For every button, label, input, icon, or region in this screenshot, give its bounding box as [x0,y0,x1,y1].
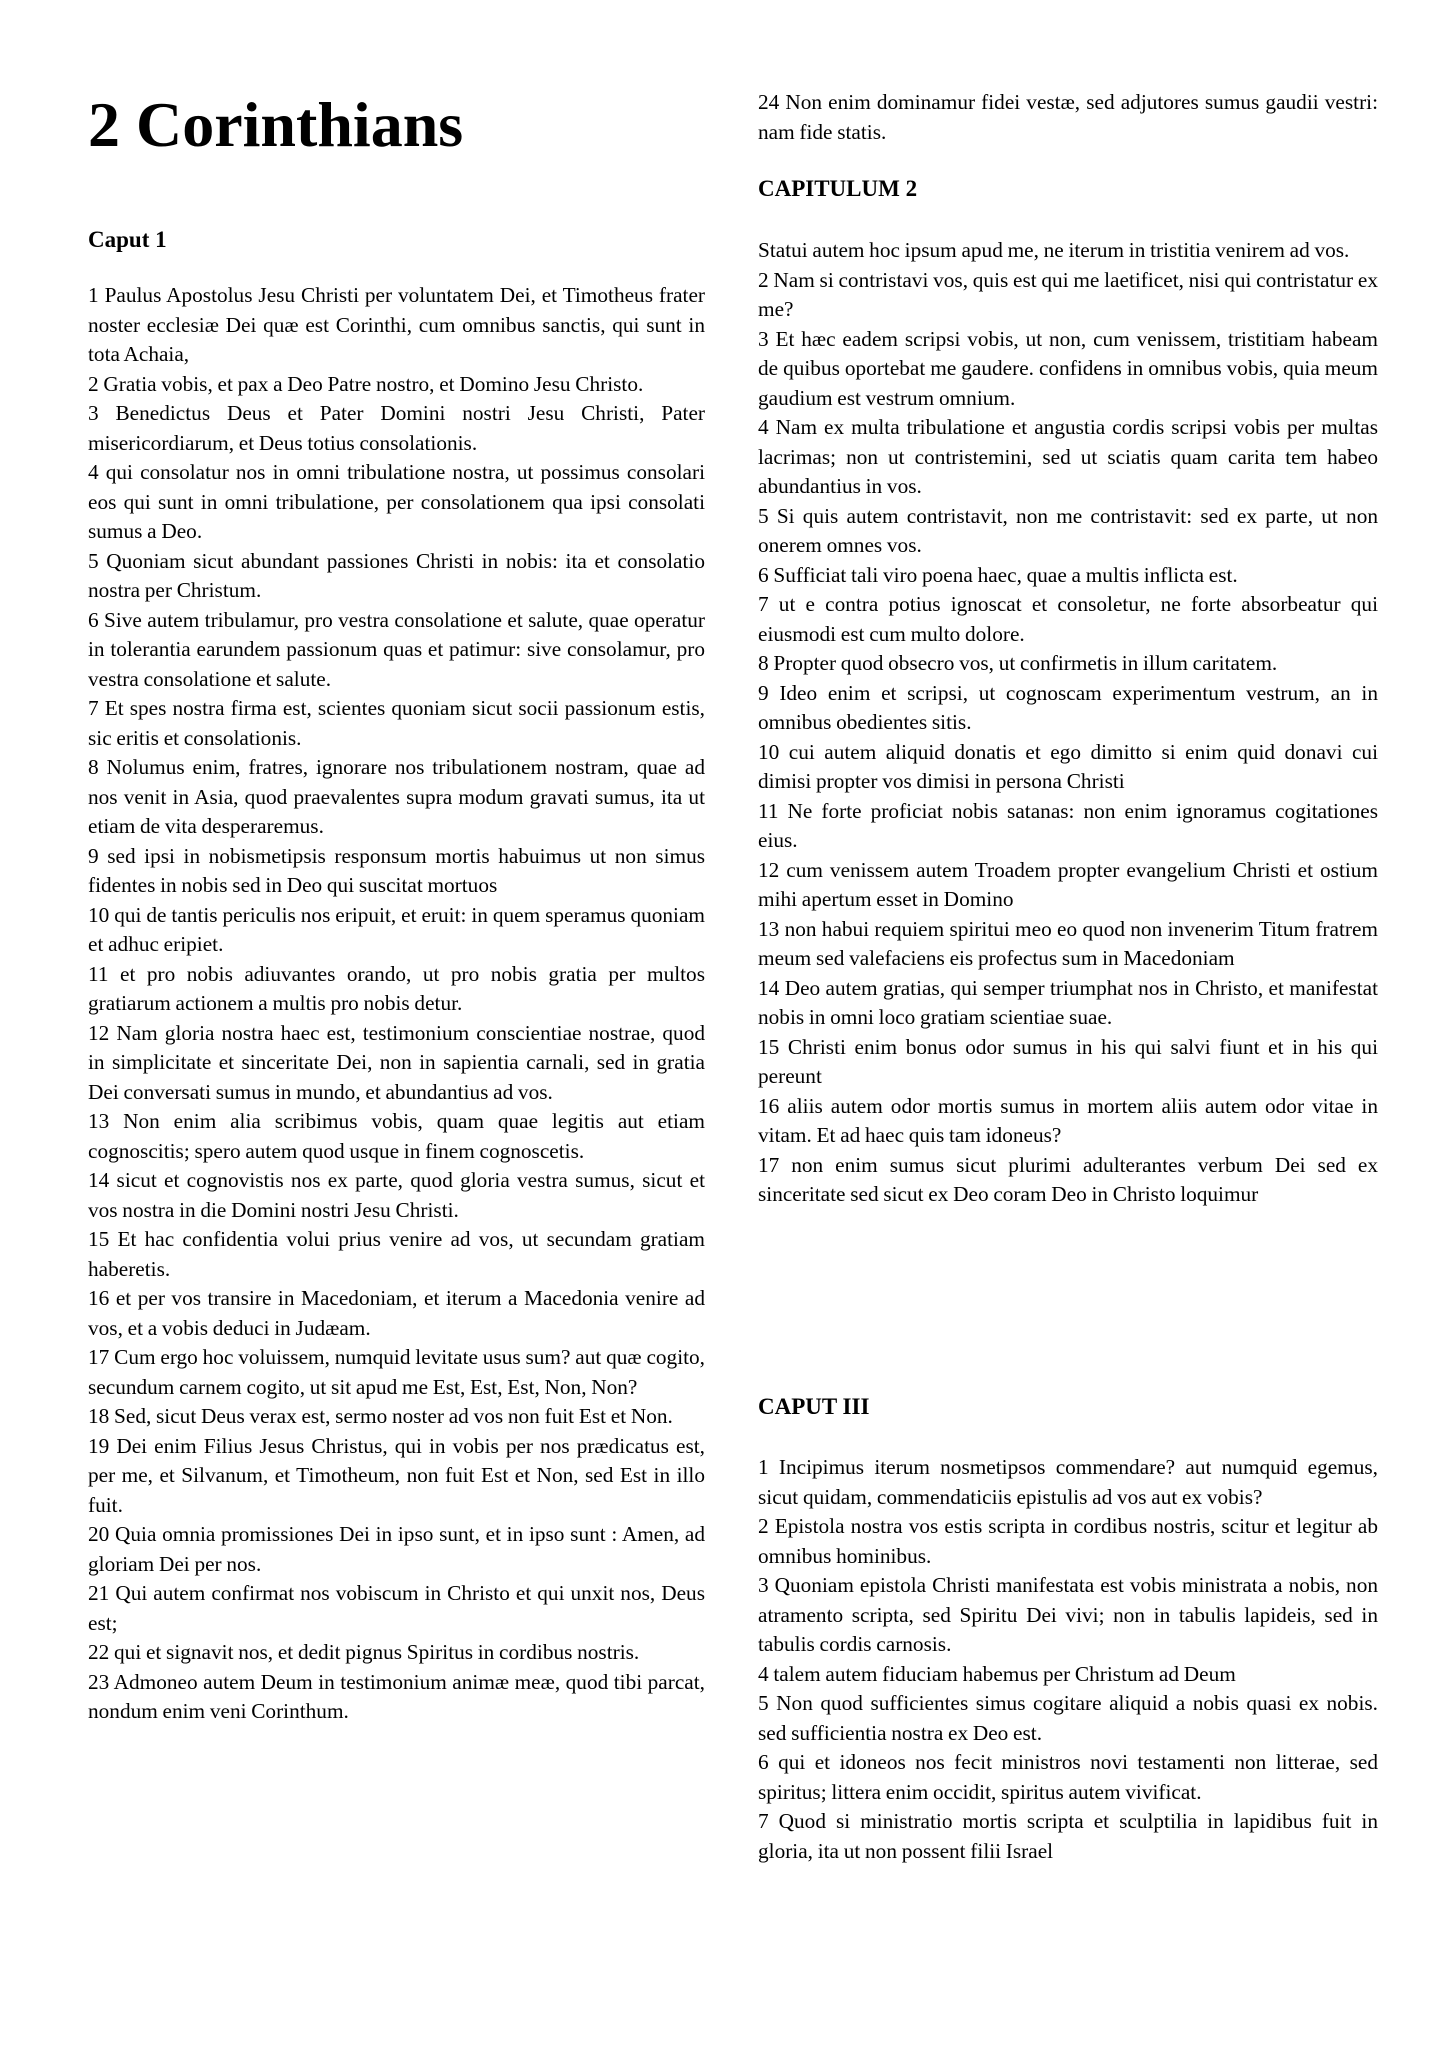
verse: 2 Nam si contristavi vos, quis est qui me laetificet, nisi qui contristatur ex me? [758,267,1378,321]
chapter-1-continued [758,88,1378,147]
verse: 14 sicut et cognovistis nos ex parte, quod gloria vestra sumus, sicut et vos nostra in die Domini nostri Jesu Christi. [88,1168,705,1222]
verse: 5 Si quis autem contristavit, non me contristavit: sed ex parte, ut non onerem omnes vos. [758,503,1378,557]
verse: 9 Ideo enim et scripsi, ut cognoscam experimentum vestrum, an in omnibus obedientes sitis. [758,680,1378,734]
verse: 2 Epistola nostra vos estis scripta in cordibus nostris, scitur et legitur ab omnibus hominibus. [758,1514,1378,1568]
verse: 15 Christi enim bonus odor sumus in his qui salvi fiunt et in his qui pereunt [758,1034,1378,1088]
verse: 12 cum venissem autem Troadem propter evangelium Christi et ostium mihi apertum esset in Domino [758,857,1378,911]
verse: 10 qui de tantis periculis nos eripuit, et eruit: in quem speramus quoniam et adhuc eripiet. [88,902,705,956]
verse: 4 qui consolatur nos in omni tribulatione nostra, ut possimus consolari eos qui sunt in omni tribulatione, per consolationem qua ipsi consolati sumus a Deo. [88,460,705,543]
verse: 15 Et hac confidentia volui prius venire ad vos, ut secundam gratiam haberetis. [88,1227,705,1281]
verse: 2 Gratia vobis, et pax a Deo Patre nostro, et Domino Jesu Christo. [88,371,644,396]
verse: 11 et pro nobis adiuvantes orando, ut pro nobis gratia per multos gratiarum actionem a multis pro nobis detur. [88,961,705,1015]
chapter-1-verses [88,281,705,1727]
verse: 17 Cum ergo hoc voluissem, numquid levitate usus sum? aut quæ cogito, secundum carnem cogito, ut sit apud me Est, Est, Est, Non, Non? [88,1345,705,1399]
verse: 8 Propter quod obsecro vos, ut confirmetis in illum caritatem. [758,651,1278,675]
verse: 7 Et spes nostra firma est, scientes quoniam sicut socii passionum estis, sic eritis et consolationis. [88,696,705,750]
verse: 6 qui et idoneos nos fecit ministros novi testamenti non litterae, sed spiritus; littera enim occidit, spiritus autem vivificat. [758,1750,1378,1804]
chapter-1-heading: Caput 1 [88,227,167,252]
chapter-3-verses [758,1453,1378,1866]
verse: 6 Sive autem tribulamur, pro vestra consolatione et salute, quae operatur in tolerantia earundem passionum quas et patimur: sive consolamur, pro vestra consolatione et salute. [88,607,705,691]
verse: 3 Benedictus Deus et Pater Domini nostri Jesu Christi, Pater misericordiarum, et Deus totius consolationis. [88,401,705,455]
verse: 1 Incipimus iterum nosmetipsos commendare? aut numquid egemus, sicut quidam, commendaticiis epistulis ad vos aut ex vobis? [758,1455,1378,1509]
verse: 13 Non enim alia scribimus vobis, quam quae legitis aut etiam cognoscitis; spero autem quod usque in finem cognoscetis. [88,1109,705,1163]
verse: 4 Nam ex multa tribulatione et angustia cordis scripsi vobis per multas lacrimas; non ut contristemini, sed ut sciatis quam carita tem habeo abundantius in vos. [758,415,1378,498]
verse: 9 sed ipsi in nobismetipsis responsum mortis habuimus ut non simus fidentes in nobis sed in Deo qui suscitat mortuos [88,843,705,897]
verse: 24 Non enim dominamur fidei vestæ, sed adjutores sumus gaudii vestri: nam fide statis. [758,90,1378,144]
verse: 4 talem autem fiduciam habemus per Christum ad Deum [758,1661,1236,1686]
verse: 19 Dei enim Filius Jesus Christus, qui in vobis per nos prædicatus est, per me, et Silvanum, et Timotheum, non fuit Est et Non, sed Est in illo fuit. [88,1433,705,1517]
book-title: 2 Corinthians [88,89,464,160]
verse: 7 ut e contra potius ignoscat et consoletur, ne forte absorbeatur qui eiusmodi est cum multo dolore. [758,592,1378,646]
verse: 20 Quia omnia promissiones Dei in ipso sunt, et in ipso sunt : Amen, ad gloriam Dei per nos. [88,1522,705,1576]
verse: 13 non habui requiem spiritui meo eo quod non invenerim Titum fratrem meum sed valefaciens eis profectus sum in Macedoniam [758,916,1378,970]
verse: 10 cui autem aliquid donatis et ego dimitto si enim quid donavi cui dimisi propter vos dimisi in persona Christi [758,739,1378,793]
verse: 16 aliis autem odor mortis sumus in mortem aliis autem odor vitae in vitam. Et ad haec quis tam idoneus? [758,1093,1378,1147]
verse: 7 Quod si ministratio mortis scripta et sculptilia in lapidibus fuit in gloria, ita ut non possent filii Israel [758,1809,1378,1863]
verse: 5 Non quod sufficientes simus cogitare aliquid a nobis quasi ex nobis. sed sufficientia nostra ex Deo est. [758,1691,1378,1745]
verse: 5 Quoniam sicut abundant passiones Christi in nobis: ita et consolatio nostra per Christum. [88,548,705,602]
verse: 12 Nam gloria nostra haec est, testimonium conscientiae nostrae, quod in simplicitate et sinceritate Dei, non in sapientia carnali, sed in gratia Dei conversati sumus in mundo, et abundantius ad vos. [88,1020,705,1104]
verse: 14 Deo autem gratias, qui semper triumphat nos in Christo, et manifestat nobis in omni loco gratiam scientiae suae. [758,975,1378,1029]
verse: 6 Sufficiat tali viro poena haec, quae a multis inflicta est. [758,562,1238,587]
verse: 16 et per vos transire in Macedoniam, et iterum a Macedonia venire ad vos, et a vobis deduci in Judæam. [88,1286,705,1340]
verse: 11 Ne forte proficiat nobis satanas: non enim ignoramus cogitationes eius. [758,798,1378,852]
verse: 18 Sed, sicut Deus verax est, sermo noster ad vos non fuit Est et Non. [88,1404,673,1428]
verse: 17 non enim sumus sicut plurimi adulterantes verbum Dei sed ex sinceritate sed sicut ex Deo coram Deo in Christo loquimur [758,1152,1378,1206]
chapter-2-verses [758,236,1378,1210]
verse: 23 Admoneo autem Deum in testimonium animæ meæ, quod tibi parcat, nondum enim veni Corinthum. [88,1669,705,1723]
verse: 8 Nolumus enim, fratres, ignorare nos tribulationem nostram, quae ad nos venit in Asia, quod praevalentes supra modum gravati sumus, ita ut etiam de vita desperaremus. [88,755,705,838]
verse: 3 Et hæc eadem scripsi vobis, ut non, cum venissem, tristitiam habeam de quibus oportebat me gaudere. confidens in omnibus vobis, quia meum gaudium est vestrum omnium. [758,326,1378,410]
verse: Statui autem hoc ipsum apud me, ne iterum in tristitia venirem ad vos. [758,238,1350,262]
verse: 1 Paulus Apostolus Jesu Christi per voluntatem Dei, et Timotheus frater noster ecclesiæ Dei quæ est Corinthi, cum omnibus sanctis, qui sunt in tota Achaia, [88,283,705,366]
verse: 22 qui et signavit nos, et dedit pignus Spiritus in cordibus nostris. [88,1640,640,1664]
verse: 21 Qui autem confirmat nos vobiscum in Christo et qui unxit nos, Deus est; [88,1581,705,1635]
verse: 3 Quoniam epistola Christi manifestata est vobis ministrata a nobis, non atramento scripta, sed Spiritu Dei vivi; non in tabulis lapideis, sed in tabulis cordis carnosis. [758,1573,1378,1656]
chapter-2-heading: CAPITULUM 2 [758,176,918,201]
chapter-3-heading: CAPUT III [758,1394,870,1419]
